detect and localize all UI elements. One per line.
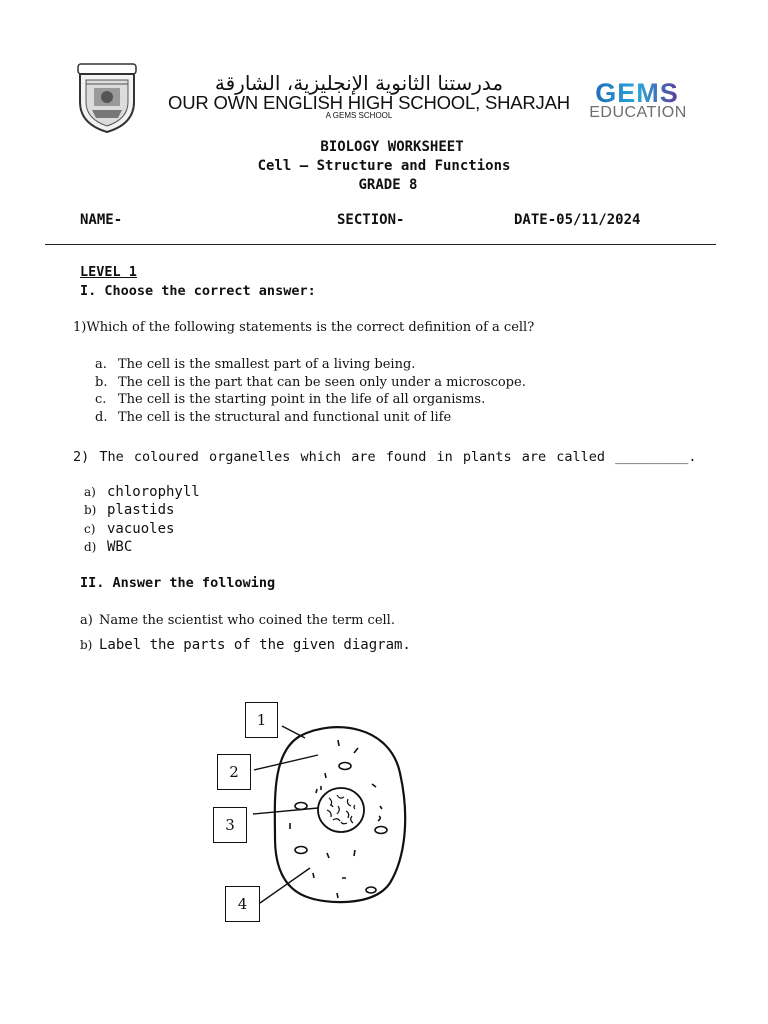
school-name: OUR OWN ENGLISH HIGH SCHOOL, SHARJAH [168,92,570,113]
option-1d[interactable]: d. The cell is the structural and functional unit of life [95,409,452,425]
question-b: b) Label the parts of the given diagram. [80,637,411,653]
option-2d[interactable]: d) WBC [84,538,133,555]
gems-logo-text: GEMS [595,80,679,106]
school-name-arabic: مدرستنا الثانوية الإنجليزية، الشارقة [214,71,504,95]
diagram-label-box-2[interactable]: 2 [217,754,251,790]
header-divider [45,244,716,245]
level-heading: LEVEL 1 [80,264,137,280]
date-field-label: DATE-05/11/2024 [514,212,641,228]
gems-education-label: EDUCATION [589,104,687,121]
name-field-label: NAME- [80,212,123,228]
cell-diagram [205,698,415,928]
question-2: 2) The coloured organelles which are found in plants are called _________. [73,449,697,465]
option-1b[interactable]: b. The cell is the part that can be seen only under a microscope. [95,374,526,390]
diagram-label-box-3[interactable]: 3 [213,807,247,843]
option-1a[interactable]: a. The cell is the smallest part of a living being. [95,357,416,372]
diagram-label-box-4[interactable]: 4 [225,886,260,922]
question-1: 1)Which of the following statements is the correct definition of a cell? [73,320,535,335]
option-2b[interactable]: b) plastids [84,502,175,519]
worksheet-subtitle: Cell – Structure and Functions [257,158,511,174]
section-one-heading: I. Choose the correct answer: [80,283,316,299]
question-2-options [84,483,200,556]
option-1c[interactable]: c. The cell is the starting point in the life of all organisms. [95,392,486,407]
school-subtitle: A GEMS SCHOOL [325,111,393,120]
option-2c[interactable]: c) vacuoles [84,520,175,537]
school-crest-logo [72,62,142,134]
diagram-label-box-1[interactable]: 1 [245,702,278,738]
option-2a[interactable]: a) chlorophyll [84,484,200,500]
section-field-label: SECTION- [337,212,405,228]
question-1-options [95,356,526,426]
question-a: a) Name the scientist who coined the term cell. [80,613,395,628]
section-two-heading: II. Answer the following [80,575,276,591]
gems-logo [585,80,689,106]
worksheet-title: BIOLOGY WORKSHEET [320,139,464,155]
worksheet-grade: GRADE 8 [358,177,418,193]
